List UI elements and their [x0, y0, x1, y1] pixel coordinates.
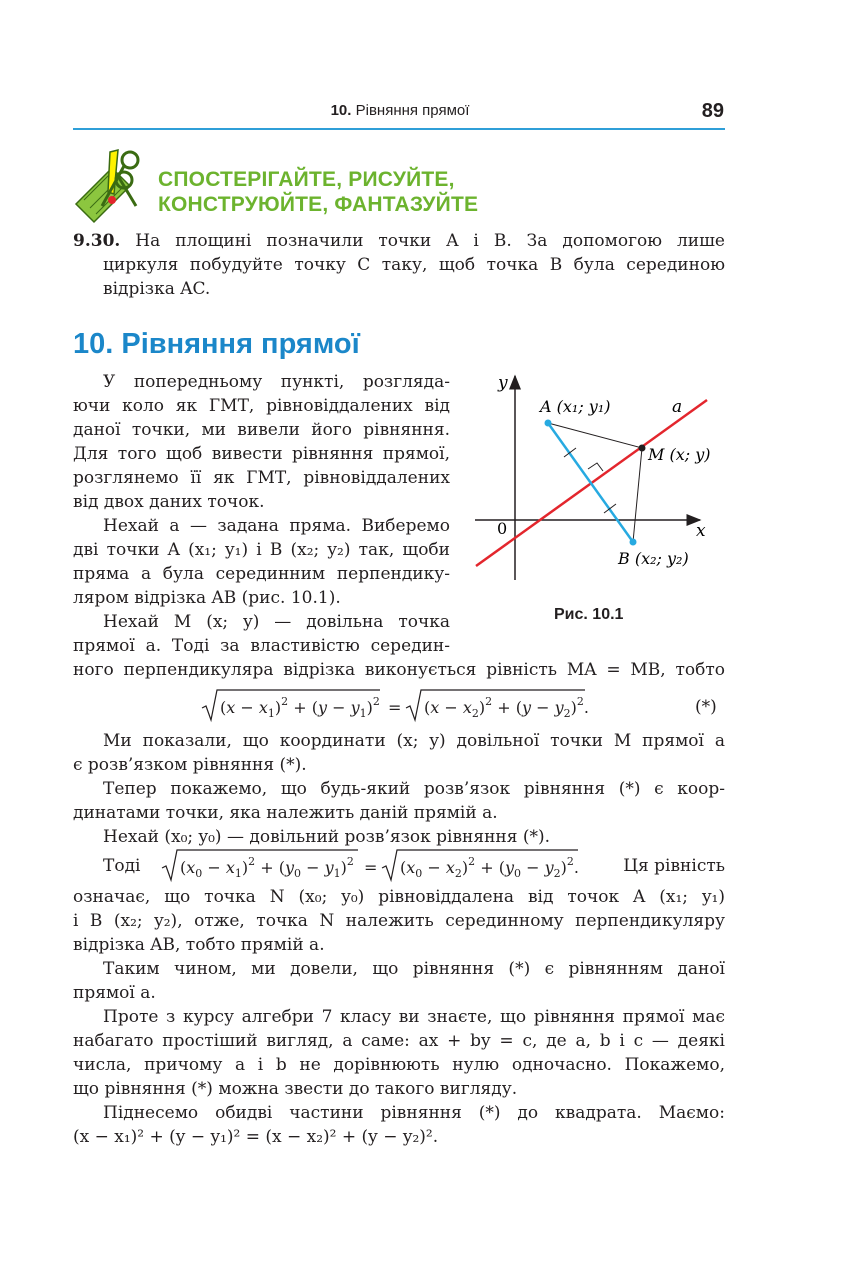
- problem-line-3: відрізка AC.: [103, 279, 211, 299]
- section-title: 10. Рівняння прямої: [73, 328, 360, 360]
- running-header: [150, 102, 650, 119]
- svg-text:(x − x2)2 + (y − y2)2.: $(x - x_2)^2 + (y - y_2)^2$.: [424, 695, 589, 720]
- text-line: Піднесемо обидві частини рівняння (*) до квадрата. Маємо:: [103, 1103, 725, 1123]
- svg-text:(x − x1)2 + (y − y1)2: $(x - x_1)^2 + (y - y_1)^2$: [220, 695, 380, 720]
- equation-n: [160, 846, 590, 886]
- right-angle-mark: [588, 463, 603, 471]
- equation-star: [200, 686, 620, 726]
- text-line: Для того щоб вивести рівняння прямої,: [73, 444, 450, 464]
- text-line: ляром відрізка AB (рис. 10.1).: [73, 588, 341, 608]
- activity-banner: [158, 167, 478, 217]
- problem-line-2: циркуля побудуйте точку C таку, щоб точка B була серединою: [103, 255, 725, 275]
- text-line: дві точки A (x₁; y₁) і B (x₂; y₂) так, щоби: [73, 540, 450, 560]
- point-b: [630, 539, 637, 546]
- text-line: даної точки, ми вивели його рівняння.: [73, 420, 450, 440]
- text-line: динатами точки, яка належить даній прямій a.: [73, 803, 498, 823]
- text-line: (x − x₁)² + (y − y₁)² = (x − x₂)² + (y − y₂)².: [73, 1127, 439, 1147]
- text-line: пряма a була серединним перпендику-: [73, 564, 450, 584]
- figure-caption: Рис. 10.1: [554, 606, 624, 623]
- problem-number: 9.30.: [73, 231, 121, 251]
- text-line: прямої a.: [73, 983, 156, 1003]
- text-line: розглянемо її як ГМТ, рівновіддалених: [73, 468, 450, 488]
- text-line: Нехай M (x; y) — довільна точка: [103, 612, 450, 632]
- segment-bm: [633, 448, 642, 542]
- label-y: y: [498, 373, 508, 393]
- text-line: ного перпендикуляра відрізка виконується рівність MA = MB, тобто: [73, 660, 725, 680]
- text-line: відрізка AB, тобто прямій a.: [73, 935, 325, 955]
- header-divider: [73, 128, 725, 130]
- svg-text:(x0 − x2)2 + (y0 − y2)2.: $(x_0 - x_2)^2 + (y_0 - y_2)^2$.: [400, 855, 579, 880]
- problem-line-1: 9.30. На площині позначили точки A і B. За допомогою лише: [73, 231, 725, 251]
- header-section-number: 10.: [330, 102, 352, 119]
- svg-text:=: =: [388, 698, 402, 717]
- text-line: і B (x₂; y₂), отже, точка N належить серединному перпендикуляру: [73, 911, 725, 931]
- text-line: що рівняння (*) можна звести до такого вигляду.: [73, 1079, 518, 1099]
- text-line: є розв’язком рівняння (*).: [73, 755, 307, 775]
- label-point-m: M (x; y): [648, 445, 711, 464]
- pencil-scissors-icon: [72, 146, 154, 226]
- text-line: Тоді: [103, 856, 141, 876]
- banner-line-2: КОНСТРУЮЙТЕ, ФАНТАЗУЙТЕ: [158, 193, 479, 216]
- banner-line-1: СПОСТЕРІГАЙТЕ, РИСУЙТЕ,: [158, 168, 455, 191]
- label-line-a: a: [672, 397, 683, 417]
- text-line: Нехай (x₀; y₀) — довільний розв’язок рівняння (*).: [103, 827, 551, 847]
- text-line: ючи коло як ГМТ, рівновіддалених від: [73, 396, 450, 416]
- equation-label: (*): [695, 697, 717, 717]
- text-line: Ми показали, що координати (x; y) довільної точки M прямої a: [103, 731, 725, 751]
- svg-text:=: =: [364, 858, 378, 877]
- label-point-b: B (x₂; y₂): [618, 549, 689, 568]
- svg-text:(x0 − x1)2 + (y0 − y1)2: $(x_0 - x_1)^2 + (y_0 - y_1)^2$: [180, 855, 354, 880]
- text-line: У попередньому пункті, розгляда-: [103, 372, 450, 392]
- text-line: набагато простіший вигляд, а саме: ax + by = c, де a, b і c — деякі: [73, 1031, 725, 1051]
- text-line: Ця рівність: [623, 856, 725, 876]
- text-line: від двох даних точок.: [73, 492, 265, 512]
- page-number: 89: [701, 100, 724, 122]
- header-section-title: Рівняння прямої: [351, 102, 470, 119]
- text-line: прямої a. Тоді за властивістю середин-: [73, 636, 450, 656]
- point-a: [545, 420, 552, 427]
- text-line: Проте з курсу алгебри 7 класу ви знаєте, що рівняння прямої має: [103, 1007, 725, 1027]
- label-origin: 0: [497, 519, 508, 538]
- text-line: числа, причому a і b не дорівнюють нулю одночасно. Покажемо,: [73, 1055, 725, 1075]
- text-line: Тепер покажемо, що будь-який розв’язок рівняння (*) є коор-: [103, 779, 725, 799]
- segment-ab: [548, 423, 633, 542]
- point-m: [639, 445, 646, 452]
- text-line: Нехай a — задана пряма. Виберемо: [103, 516, 450, 536]
- text-line: означає, що точка N (x₀; y₀) рівновіддалена від точок A (x₁; y₁): [73, 887, 725, 907]
- label-x: x: [696, 521, 706, 541]
- label-point-a: A (x₁; y₁): [540, 397, 611, 416]
- figure-10-1: [470, 368, 730, 598]
- text-line: Таким чином, ми довели, що рівняння (*) є рівнянням даної: [103, 959, 725, 979]
